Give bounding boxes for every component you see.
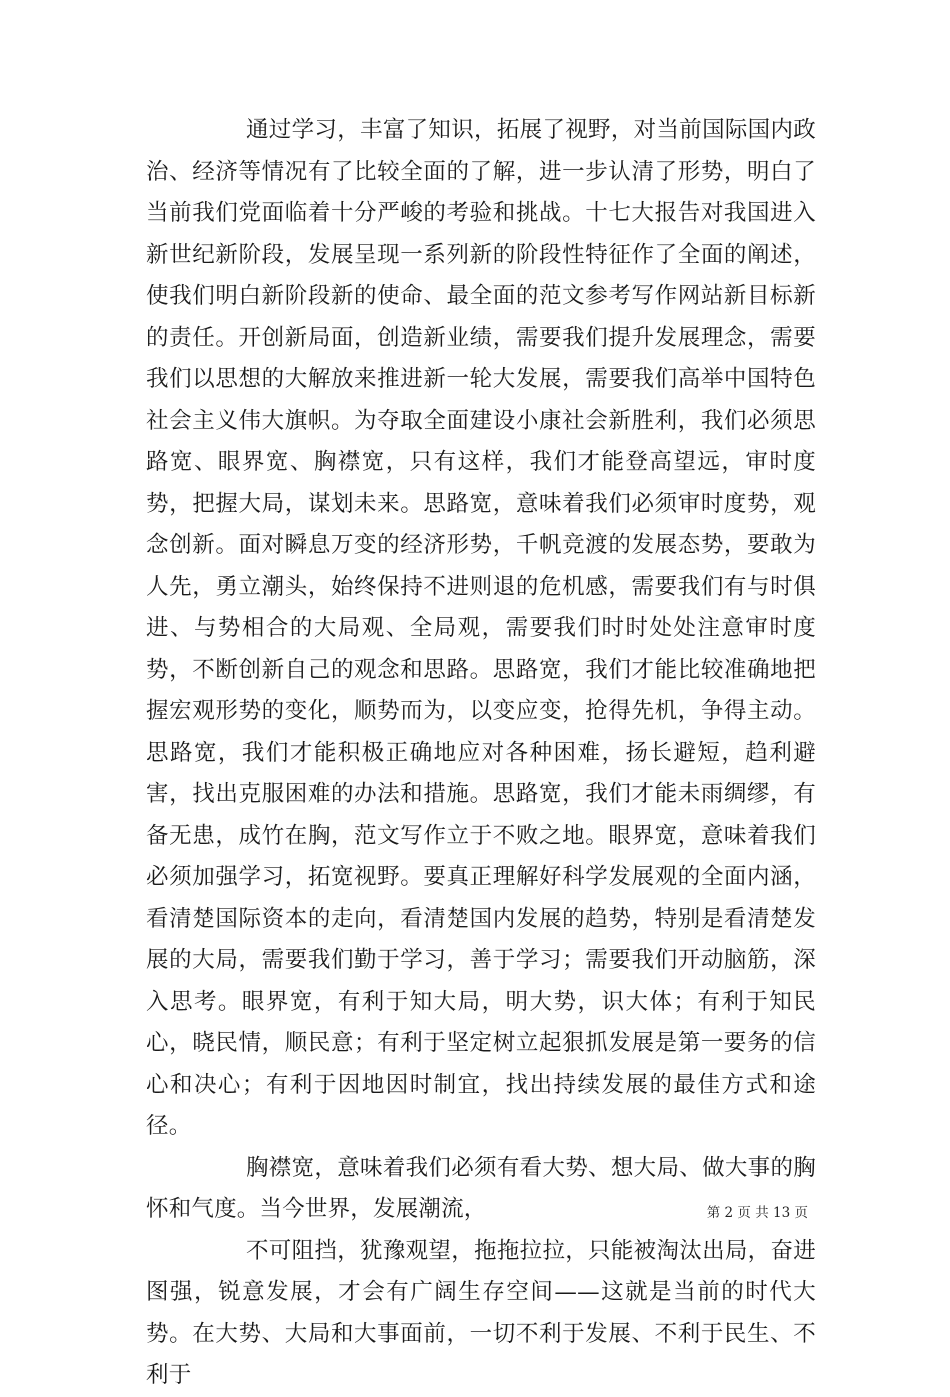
page-number: 第 2 页 共 13 页 bbox=[706, 1205, 808, 1221]
paragraph-2: 胸襟宽，意味着我们必须有看大势、想大局、做大事的胸怀和气度。当今世界，发展潮流， bbox=[146, 1154, 816, 1222]
paragraph-1: 通过学习，丰富了知识，拓展了视野，对当前国际国内政治、经济等情况有了比较全面的了解，进一步认清了形势，明白了当前我们党面临着十分严峻的考验和挑战。十七大报告对我国进入新世纪新阶段，发展呈现一系列新的阶段性特征作了全面的阐述，使我们明白新阶段新的使命、最全面的范文参考写作网站新目标新的责任。开创新局面，创造新业绩，需要我们提升发展理念，需要我们以思想的大解放来推进新一轮大发展，需要我们高举中国特色社会主义伟大旗帜。为夺取全面建设小康社会新胜利，我们必须思路宽、眼界宽、胸襟宽，只有这样，我们才能登高望远，审时度势，把握大局，谋划未来。思路宽，意味着我们必须审时度势，观念创新。面对瞬息万变的经济形势，千帆竞渡的发展态势，要敢为人先，勇立潮头，始终保持不进则退的危机感，需要我们有与时俱进、与势相合的大局观、全局观，需要我们时时处处注意审时度势，不断创新自己的观念和思路。思路宽，我们才能比较准确地把握宏观形势的变化，顺势而为，以变应变，抢得先机，争得主动。思路宽，我们才能积极正确地应对各种困难，扬长避短，趋利避害，找出克服困难的办法和措施。思路宽，我们才能未雨绸缪，有备无患，成竹在胸，范文写作立于不败之地。眼界宽，意味着我们必须加强学习，拓宽视野。要真正理解好科学发展观的全面内涵，看清楚国际资本的走向，看清楚国内发展的趋势，特别是看清楚发展的大局，需要我们勤于学习，善于学习；需要我们开动脑筋，深入思考。眼界宽，有利于知大局，明大势，识大体；有利于知民心，晓民情，顺民意；有利于坚定树立起狠抓发展是第一要务的信心和决心；有利于因地因时制宜，找出持续发展的最佳方式和途径。 bbox=[146, 117, 816, 1139]
paragraph-3: 不可阻挡，犹豫观望，拖拖拉拉，只能被淘汰出局，奋进图强，锐意发展，才会有广阔生存空间——这就是当前的时代大势。在大势、大局和大事面前，一切不利于发展、不利于民生、不利于 bbox=[146, 1237, 816, 1388]
